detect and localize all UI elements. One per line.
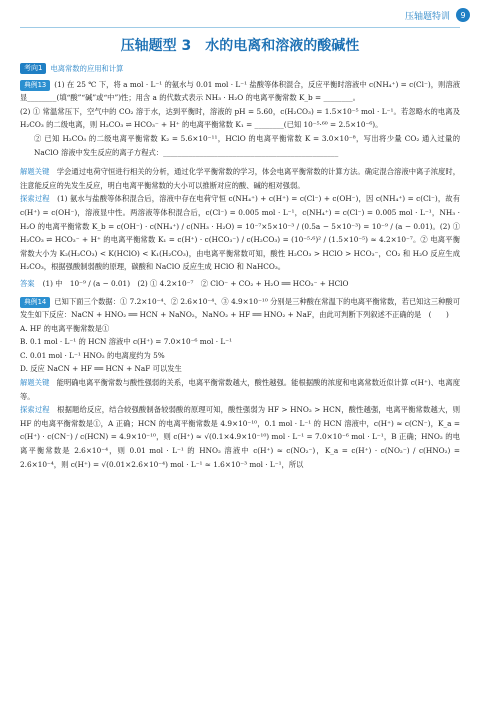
key-label: 解题关键 [20,167,50,177]
option-b: B. 0.1 mol · L⁻¹ 的 HCN 溶液中 c(H⁺) = 7.0×10⁻⁶ mol · L⁻¹ [20,337,233,347]
page-title: 压轴题型 3 水的电离和溶液的酸碱性 [120,38,360,54]
example13-answer [20,277,460,291]
section-label: 压轴题特训 [404,11,450,22]
page-header [405,8,470,22]
process-label: 探索过程 [20,194,50,204]
example13-tag: 典例13 [20,80,50,91]
option-a: A. HF 的电离平衡常数是① [20,323,110,333]
example13-q2b: ② 已知 H₂CO₃ 的二级电离平衡常数 K₂ = 5.6×10⁻¹¹，HClO 的电离平衡常数 K = 3.0×10⁻⁸，写出将少量 CO₂ 通入过量的 NaClO 溶液中发生反应的离子方程式：________________________________________________ [34,133,460,157]
option-c: C. 0.01 mol · L⁻¹ HNO₂ 的电离度约为 5% [20,350,165,360]
example13-q1: 典例13 (1) 在 25 ℃ 下，将 a mol · L⁻¹ 的氨水与 0.01 mol · L⁻¹ 盐酸等体积混合，反应平衡时溶液中 c(NH₄⁺) = c(Cl⁻)，则溶液显________(填“酸”“碱”或“中”)性；用含 a 的代数式表示 NH₃ · H₂O 的电离平衡常数 K_b = ________。 [20,79,460,103]
example13-key: 解题关键 学会通过电荷守恒进行相关的分析，通过化学平衡常数的学习，体会电离平衡常数的计算方法。确定混合溶液中离子浓度时，注意能反应的先发生反应，明白电离平衡常数的大小可以推断对应的酸、碱的相对强弱。 [20,167,461,190]
example14-process: 探索过程 根据题给反应，结合较强酸制备较弱酸的原理可知，酸性强弱为 HF > HNO₂ > HCN，酸性越强，电离平衡常数越大，则 HF 的电离平衡常数是①，A 正确；HCN 的电离平衡常数是 4.9×10⁻¹⁰，0.1 mol · L⁻¹ 的 HCN 溶液中，c(H⁺) ≈ c(CN⁻)，K_a = c(H⁺) · c(CN⁻) / c(HCN) = 4.9×10⁻¹⁰，则 c(H⁺) ≈ √(0.1×4.9×10⁻¹⁰) mol · L⁻¹ = 7.0×10⁻⁶ mol · L⁻¹，B 正确；HNO₂ 的电离平衡常数是 2.6×10⁻⁴，则 0.01 mol · L⁻¹ 的 HNO₂ 溶液中 c(H⁺) ≈ c(NO₂⁻)，K_a = c(H⁺) · c(NO₂⁻) / c(HNO₂) = 2.6×10⁻⁴，则 c(H⁺) = √(0.01×2.6×10⁻⁴) mol · L⁻¹ ≈ 1.6×10⁻³ mol · L⁻¹，所以 [20,405,461,469]
example13-process: 探索过程 (1) 氨水与盐酸等体积混合后，溶液中存在电荷守恒 c(NH₄⁺) + c(H⁺) = c(Cl⁻) + c(OH⁻)，因 c(NH₄⁺) = c(Cl⁻)，故有 c(H⁺) = c(OH⁻)，溶液显中性。两溶液等体积混合后，c(Cl⁻) = 0.005 mol · L⁻¹，c(NH₄⁺) = c(Cl⁻) = 0.005 mol · L⁻¹，NH₃ · H₂O 的电离平衡常数 K_b = c(OH⁻) · c(NH₄⁺) / c(NH₃ · H₂O) = 10⁻⁷×5×10⁻³ / (0.5a − 5×10⁻³) = 10⁻⁹ / (a − 0.01)。(2) ① H₂CO₃ ⇌ HCO₃⁻ + H⁺ 的电离平衡常数 K₁ = c(H⁺) · c(HCO₃⁻) / c(H₂CO₃) = (10⁻⁵·⁶)² / (1.5×10⁻⁵) ≈ 4.2×10⁻⁷。② 电离平衡常数大小为 K₂(H₂CO₃) < K(HClO) < K₁(H₂CO₃)，由电离平衡常数可知，酸性 H₂CO₃ > HClO > HCO₃⁻，CO₂ 和 H₂O 反应生成 H₂CO₃，根据强酸制弱酸的原理，碳酸和 NaClO 反应生成 HClO 和 NaHCO₃。 [20,194,461,272]
topic-tag: 考向1 [20,63,46,74]
key-label: 解题关键 [20,378,50,388]
page-body [20,62,460,471]
example14-tag: 典例14 [20,297,50,308]
topic-title: 电离常数的应用和计算 [50,64,124,73]
example14-key: 解题关键 能明确电离平衡常数与酸性强弱的关系，电离平衡常数越大，酸性越强。能根据酸的浓度和电离常数近似计算 c(H⁺)、电离度等。 [20,378,461,401]
answer-bracket: ( ) [428,310,449,320]
option-d: D. 反应 NaCN + HF ══ HCN + NaF 可以发生 [20,364,182,374]
answer-text: (1) 中 10⁻⁹ / (a − 0.01) (2) ① 4.2×10⁻⁷ ② ClO⁻ + CO₂ + H₂O ══ HCO₃⁻ + HClO [42,278,349,288]
topic-heading [20,62,460,76]
page-number-badge: 9 [456,8,470,22]
header-divider [20,27,460,28]
example13-q2a: (2) ① 常温常压下，空气中的 CO₂ 溶于水，达到平衡时，溶液的 pH = 5.60，c(H₂CO₃) = 1.5×10⁻⁵ mol · L⁻¹。若忽略水的电离及 H₂CO₃ 的二级电离，则 H₂CO₃ ⇌ HCO₃⁻ + H⁺ 的电离平衡常数 K₁ = ________(已知 10⁻⁵·⁶⁰ = 2.5×10⁻⁶)。 [20,106,460,130]
example14-stem: 典例14 已知下面三个数据：① 7.2×10⁻⁴、② 2.6×10⁻⁴、③ 4.9×10⁻¹⁰ 分别是三种酸在常温下的电离平衡常数，若已知这三种酸可发生如下反应：NaCN + HNO₂ ══ HCN + NaNO₂，NaNO₂ + HF ══ HNO₂ + NaF，由此可判断下列叙述不正确的是 ( ) [20,296,460,320]
answer-label: 答案 [20,278,35,288]
process-label: 探索过程 [20,405,50,415]
